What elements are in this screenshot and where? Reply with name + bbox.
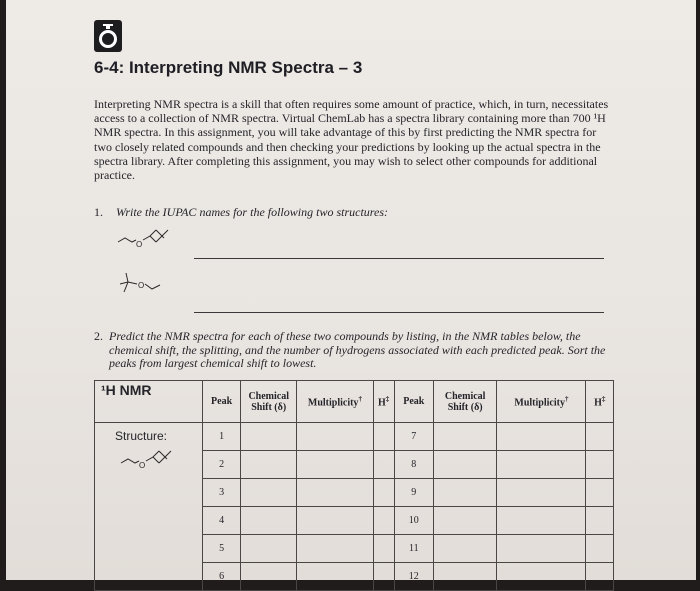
page-title: 6-4: Interpreting NMR Spectra – 3 bbox=[94, 58, 363, 77]
col-header-shift-left: Chemical Shift (δ) bbox=[241, 381, 297, 423]
oxygen-label-2: O bbox=[138, 281, 145, 290]
col-header-shift-right: Chemical Shift (δ) bbox=[433, 381, 497, 423]
col-header-h-left bbox=[373, 381, 394, 423]
oxygen-label-1: O bbox=[136, 240, 143, 249]
question-1 bbox=[94, 205, 388, 220]
multiplicity-cell[interactable] bbox=[297, 563, 373, 591]
col-header-h-right bbox=[586, 381, 614, 423]
multiplicity-label-left: Multiplicity bbox=[307, 397, 359, 409]
shift-cell[interactable] bbox=[241, 535, 297, 563]
col-header-multiplicity-right bbox=[497, 381, 586, 423]
h-cell[interactable] bbox=[586, 507, 614, 535]
h-cell[interactable] bbox=[373, 479, 394, 507]
h-cell[interactable] bbox=[373, 563, 394, 591]
multiplicity-cell[interactable] bbox=[497, 451, 586, 479]
h-cell[interactable] bbox=[373, 507, 394, 535]
shift-cell[interactable] bbox=[433, 507, 497, 535]
shift-cell[interactable] bbox=[241, 507, 297, 535]
peak-number: 2 bbox=[203, 451, 241, 479]
worksheet-page bbox=[6, 0, 696, 580]
flask-logo-icon bbox=[94, 20, 122, 52]
multiplicity-cell[interactable] bbox=[297, 507, 373, 535]
h-cell[interactable] bbox=[586, 423, 614, 451]
multiplicity-cell[interactable] bbox=[297, 479, 373, 507]
col-header-peak-right: Peak bbox=[394, 381, 433, 423]
table-molecule-structure bbox=[119, 449, 175, 475]
question-2-number: 2. bbox=[94, 329, 103, 343]
nmr-title: ¹H NMR bbox=[95, 381, 203, 423]
h-cell[interactable] bbox=[586, 535, 614, 563]
peak-number: 6 bbox=[203, 563, 241, 591]
intro-paragraph: Interpreting NMR spectra is a skill that often requires some amount of practice, which, in turn, necessitates access to a collection of NMR spectra. Virtual ChemLab has a spectra library containing more than 700 ¹H NMR spectra. In this assignment, you will take advantage of this by first predicting the NMR spectra for two closely related compounds and then checking your predictions by looking up the actual spectra in the spectra library. After completing this assignment, you may wish to select other compounds for additional practice. bbox=[94, 97, 609, 183]
structure-label: Structure: bbox=[115, 429, 168, 443]
shift-cell[interactable] bbox=[433, 535, 497, 563]
peak-number: 7 bbox=[394, 423, 433, 451]
shift-cell[interactable] bbox=[433, 451, 497, 479]
molecule-structure-2 bbox=[118, 270, 168, 298]
multiplicity-cell[interactable] bbox=[497, 507, 586, 535]
question-1-number: 1. bbox=[94, 205, 103, 219]
peak-number: 1 bbox=[203, 423, 241, 451]
multiplicity-cell[interactable] bbox=[497, 535, 586, 563]
col-header-peak-left: Peak bbox=[203, 381, 241, 423]
question-2 bbox=[94, 330, 606, 371]
answer-line-2[interactable] bbox=[194, 312, 604, 313]
multiplicity-cell[interactable] bbox=[497, 479, 586, 507]
h-label-left: H bbox=[377, 397, 386, 409]
peak-number: 4 bbox=[203, 507, 241, 535]
multiplicity-footnote-mark-left: † bbox=[358, 395, 362, 404]
table-row bbox=[95, 423, 614, 451]
shift-cell[interactable] bbox=[241, 563, 297, 591]
col-header-multiplicity-left bbox=[297, 381, 373, 423]
h-cell[interactable] bbox=[373, 451, 394, 479]
h-cell[interactable] bbox=[586, 563, 614, 591]
peak-number: 9 bbox=[394, 479, 433, 507]
question-1-text: Write the IUPAC names for the following two structures: bbox=[116, 205, 388, 219]
nmr-header-row bbox=[95, 381, 614, 423]
multiplicity-cell[interactable] bbox=[297, 423, 373, 451]
nmr-table bbox=[94, 380, 614, 591]
h-label-right: H bbox=[594, 397, 602, 409]
h-cell[interactable] bbox=[586, 479, 614, 507]
peak-number: 8 bbox=[394, 451, 433, 479]
h-cell[interactable] bbox=[373, 535, 394, 563]
peak-number: 11 bbox=[394, 535, 433, 563]
multiplicity-footnote-mark-right: † bbox=[564, 395, 569, 404]
multiplicity-cell[interactable] bbox=[297, 535, 373, 563]
shift-cell[interactable] bbox=[433, 479, 497, 507]
h-cell[interactable] bbox=[373, 423, 394, 451]
peak-number: 10 bbox=[394, 507, 433, 535]
oxygen-label-3: O bbox=[139, 461, 146, 470]
peak-number: 3 bbox=[203, 479, 241, 507]
h-cell[interactable] bbox=[586, 451, 614, 479]
h-footnote-mark-left: ‡ bbox=[385, 395, 390, 404]
shift-cell[interactable] bbox=[433, 563, 497, 591]
shift-cell[interactable] bbox=[241, 479, 297, 507]
answer-line-1[interactable] bbox=[194, 258, 604, 259]
peak-number: 5 bbox=[203, 535, 241, 563]
shift-cell[interactable] bbox=[241, 451, 297, 479]
multiplicity-cell[interactable] bbox=[497, 563, 586, 591]
multiplicity-label-right: Multiplicity bbox=[514, 397, 565, 409]
shift-cell[interactable] bbox=[241, 423, 297, 451]
peak-number: 12 bbox=[394, 563, 433, 591]
structure-cell bbox=[95, 423, 203, 591]
h-footnote-mark-right: ‡ bbox=[601, 395, 606, 404]
molecule-structure-1 bbox=[116, 228, 176, 256]
multiplicity-cell[interactable] bbox=[297, 451, 373, 479]
multiplicity-cell[interactable] bbox=[497, 423, 586, 451]
question-2-text: Predict the NMR spectra for each of these two compounds by listing, in the NMR tables below, the chemical shift, the splitting, and the number of hydrogens associated with each predicted peak. Sort the peaks from largest chemical shift to lowest. bbox=[109, 329, 606, 371]
shift-cell[interactable] bbox=[433, 423, 497, 451]
